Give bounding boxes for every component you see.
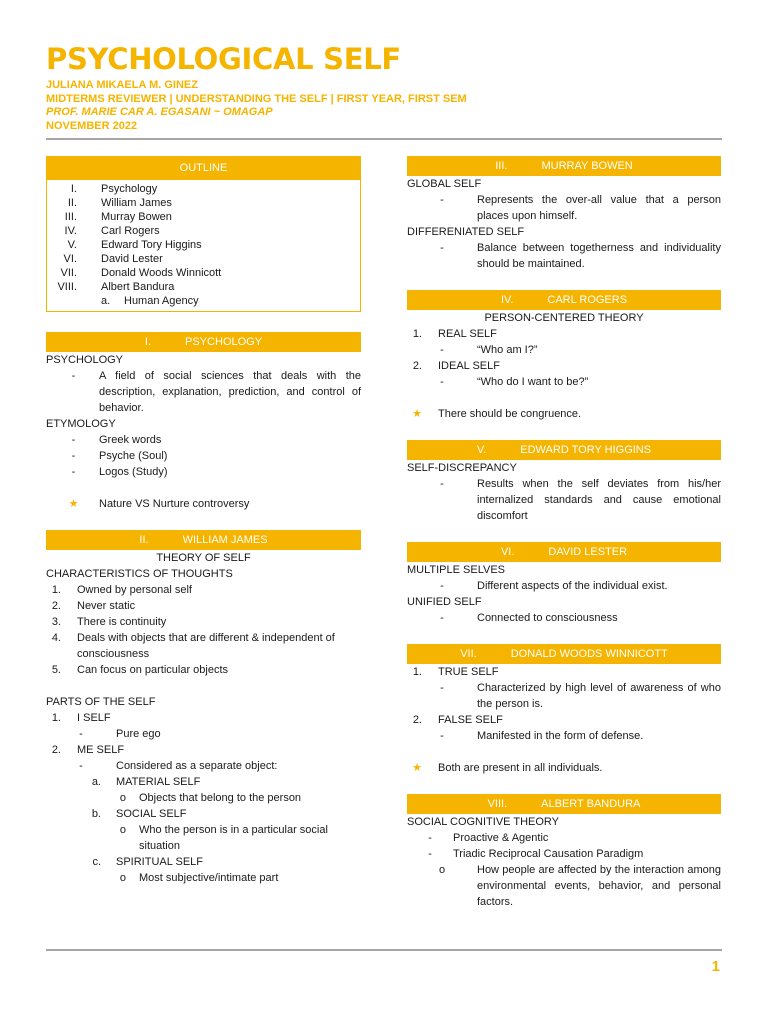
numbered-item: 2. Never static bbox=[51, 600, 136, 612]
term-heading: SOCIAL COGNITIVE THEORY bbox=[407, 816, 559, 828]
circle-item: o How people are affected by the interaction among environmental events, behavior, and personal factors. bbox=[438, 864, 721, 908]
numbered-item: 2. IDEAL SELF bbox=[412, 360, 500, 372]
numbered-item: 1. I SELF bbox=[51, 712, 111, 724]
circle-item: o Who the person is in a particular social situation bbox=[119, 824, 328, 852]
author-line: JULIANA MIKAELA M. GINEZ bbox=[46, 79, 198, 91]
term-heading: DIFFERENIATED SELF bbox=[407, 226, 525, 238]
bullet-item: - Psyche (Soul) bbox=[71, 450, 168, 462]
circle-item: o Objects that belong to the person bbox=[119, 792, 302, 804]
lettered-item: b. SOCIAL SELF bbox=[91, 808, 187, 820]
star-note: ★ Nature VS Nurture controversy bbox=[46, 496, 361, 512]
page-number: 1 bbox=[711, 958, 720, 975]
document-title: PSYCHOLOGICAL SELF bbox=[46, 42, 401, 76]
bullet-item: - Proactive & Agentic bbox=[428, 832, 549, 844]
bullet-item: - Pure ego bbox=[79, 728, 161, 740]
section-heading-william-james: II. WILLIAM JAMES bbox=[46, 530, 361, 550]
bullet-item: - Greek words bbox=[71, 434, 162, 446]
section-heading-albert-bandura: VIII. ALBERT BANDURA bbox=[407, 794, 721, 814]
bullet-item: - Logos (Study) bbox=[71, 466, 168, 478]
lettered-item: c. SPIRITUAL SELF bbox=[92, 856, 204, 868]
outline-item: III. Murray Bowen bbox=[64, 211, 172, 223]
left-column bbox=[46, 156, 361, 886]
course-line: MIDTERMS REVIEWER | UNDERSTANDING THE SELF | FIRST YEAR, FIRST SEM bbox=[46, 92, 467, 105]
outline-box bbox=[46, 156, 361, 312]
numbered-item: 2. ME SELF bbox=[51, 744, 125, 756]
bullet-item: - Connected to consciousness bbox=[440, 612, 618, 624]
bullet-item: - Different aspects of the individual exist. bbox=[440, 580, 668, 592]
term-heading: ETYMOLOGY bbox=[46, 418, 116, 430]
lettered-item: a. MATERIAL SELF bbox=[91, 776, 201, 788]
outline-item: V. Edward Tory Higgins bbox=[67, 239, 202, 251]
document-meta bbox=[46, 79, 467, 133]
theory-heading: THEORY OF SELF bbox=[156, 552, 251, 564]
bullet-item: - Triadic Reciprocal Causation Paradigm bbox=[428, 848, 644, 860]
professor-line: PROF. MARIE CAR A. EGASANI ~ OMAGAP bbox=[46, 106, 273, 118]
bullet-item: - Results when the self deviates from his/her internalized standards and cause emotional discomfort bbox=[440, 478, 721, 522]
theory-heading: PERSON-CENTERED THEORY bbox=[484, 312, 644, 324]
circle-item: o Most subjective/intimate part bbox=[119, 872, 279, 884]
outline-item: I. Psychology bbox=[70, 183, 158, 195]
star-icon: ★ bbox=[412, 762, 422, 774]
outline-list bbox=[47, 180, 360, 311]
numbered-item: 5. Can focus on particular objects bbox=[51, 664, 229, 676]
bottom-divider bbox=[46, 949, 722, 951]
bullet-item: - Considered as a separate object: bbox=[79, 760, 278, 772]
section-heading-david-lester: VI. DAVID LESTER bbox=[407, 542, 721, 562]
numbered-item: 3. There is continuity bbox=[51, 616, 167, 628]
numbered-item: 2. FALSE SELF bbox=[412, 714, 503, 726]
term-heading: CHARACTERISTICS OF THOUGHTS bbox=[46, 568, 233, 580]
term-heading: GLOBAL SELF bbox=[407, 178, 482, 190]
bullet-item: - “Who am I?” bbox=[440, 344, 538, 356]
outline-item: VII. Donald Woods Winnicott bbox=[60, 267, 222, 279]
top-divider bbox=[46, 138, 722, 140]
outline-subitem: a. Human Agency bbox=[101, 295, 199, 307]
star-note: ★ There should be congruence. bbox=[407, 406, 721, 422]
bullet-item: - Balance between togetherness and individuality should be maintained. bbox=[440, 242, 721, 270]
numbered-item: 1. REAL SELF bbox=[412, 328, 497, 340]
section-heading-psychology: I. PSYCHOLOGY bbox=[46, 332, 361, 352]
term-heading: PSYCHOLOGY bbox=[46, 354, 124, 366]
date-line: NOVEMBER 2022 bbox=[46, 119, 138, 132]
term-heading: SELF-DISCREPANCY bbox=[407, 462, 517, 474]
bullet-item: - A field of social sciences that deals with the description, explanation, prediction, and control of behavior. bbox=[71, 370, 361, 414]
bullet-item: - Characterized by high level of awareness of who the person is. bbox=[440, 682, 721, 710]
section-heading-murray-bowen: III. MURRAY BOWEN bbox=[407, 156, 721, 176]
bullet-item: - Represents the over-all value that a person places upon himself. bbox=[440, 194, 721, 222]
numbered-item: 1. Owned by personal self bbox=[51, 584, 192, 596]
star-note: ★ Both are present in all individuals. bbox=[407, 760, 721, 776]
term-heading: UNIFIED SELF bbox=[407, 596, 482, 608]
section-heading-donald-woods-winnicott: VII. DONALD WOODS WINNICOTT bbox=[407, 644, 721, 664]
bullet-item: - “Who do I want to be?” bbox=[440, 376, 589, 388]
term-heading: MULTIPLE SELVES bbox=[407, 564, 506, 576]
outline-item: II. William James bbox=[67, 197, 172, 209]
outline-item: VIII. Albert Bandura bbox=[57, 281, 175, 293]
bullet-item: - Manifested in the form of defense. bbox=[440, 730, 644, 742]
section-heading-edward-tory-higgins: V. EDWARD TORY HIGGINS bbox=[407, 440, 721, 460]
term-heading: PARTS OF THE SELF bbox=[46, 696, 156, 708]
numbered-item: 1. TRUE SELF bbox=[412, 666, 499, 678]
outline-item: VI. David Lester bbox=[63, 253, 163, 265]
numbered-item: 4. Deals with objects that are different & independent of consciousness bbox=[51, 632, 335, 660]
outline-heading: OUTLINE bbox=[46, 156, 361, 180]
star-icon: ★ bbox=[412, 408, 422, 420]
outline-item: IV. Carl Rogers bbox=[64, 225, 160, 237]
right-column bbox=[407, 156, 721, 910]
section-heading-carl-rogers: IV. CARL ROGERS bbox=[407, 290, 721, 310]
star-icon: ★ bbox=[68, 498, 79, 510]
